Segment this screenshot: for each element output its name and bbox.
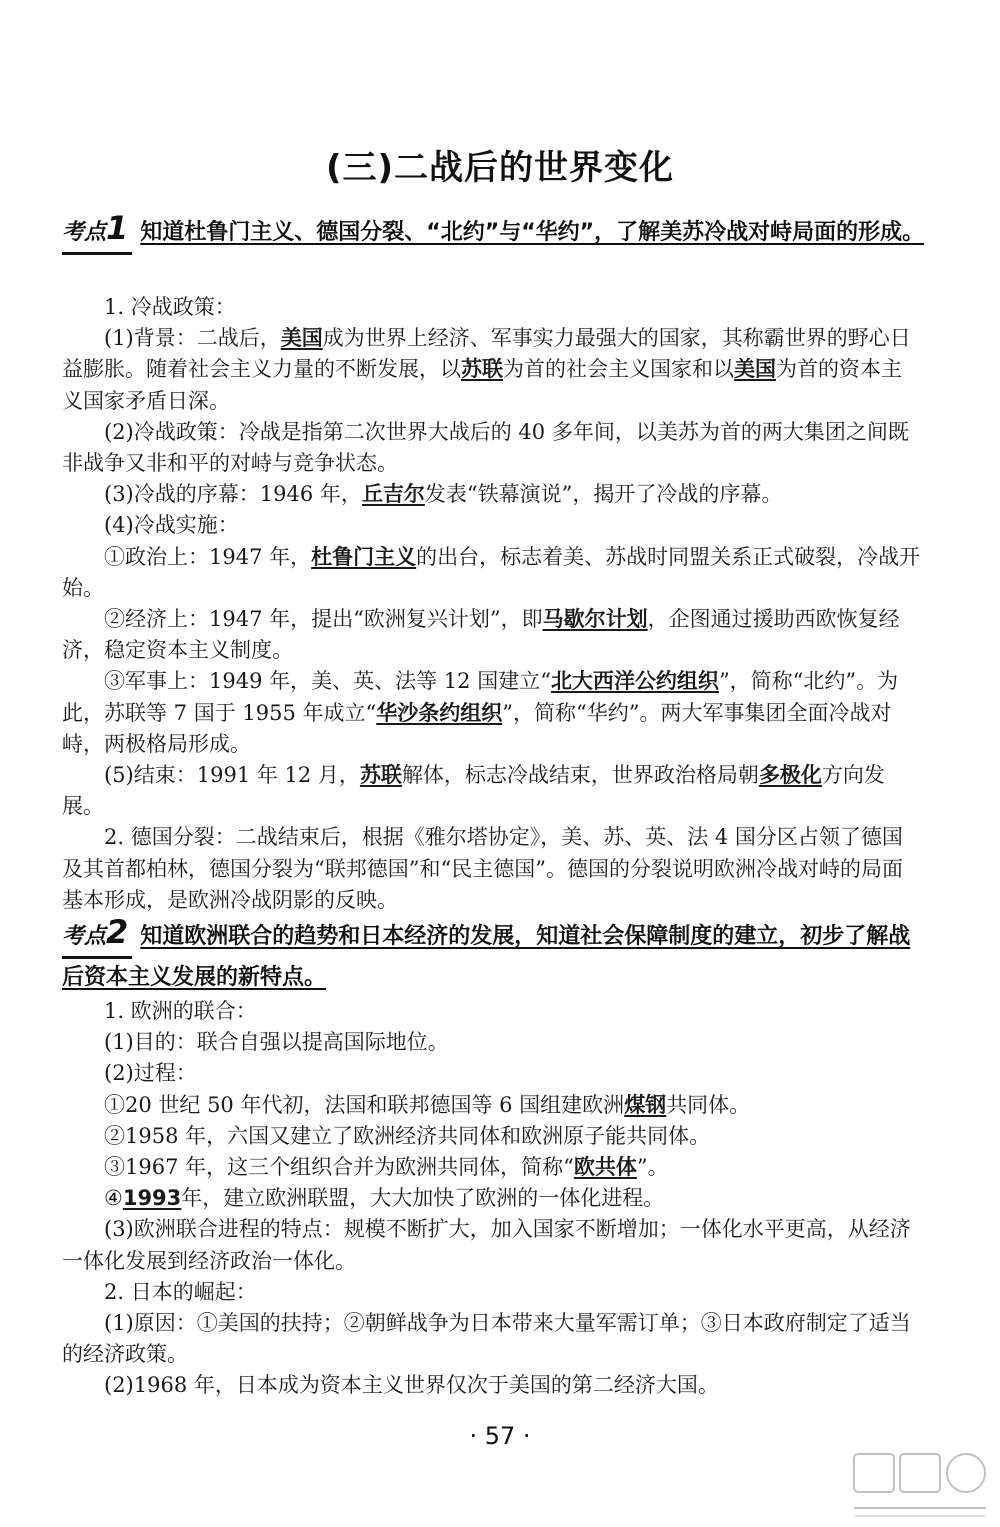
paragraph	[62, 666, 922, 760]
answer-text: 欧共体	[573, 1155, 637, 1180]
section-1-body	[62, 292, 922, 916]
paragraph	[62, 1183, 922, 1214]
paragraph	[62, 542, 922, 604]
text-span: (5)结束：1991 年 12 月，	[104, 763, 360, 788]
kaodian-1	[62, 209, 932, 255]
paragraph: (1)原因：①美国的扶持；②朝鲜战争为日本带来大量军需订单；③日本政府制定了适当的经济政策。	[62, 1311, 911, 1367]
answer-text: 煤钢	[624, 1092, 667, 1117]
text-span: ③1967 年，这三个组织合并为欧洲共同体，简称“	[104, 1155, 574, 1180]
answer-text: 多极化	[758, 763, 822, 788]
text-span: (1)背景：二战后，	[104, 326, 281, 351]
text-span: 解体，标志冷战结束，世界政治格局朝	[401, 763, 759, 788]
text-span: ，企图通过援助西欧恢复经济，稳定资本主义制度。	[62, 607, 900, 663]
section-2-body	[62, 996, 922, 1402]
answer-text: 苏联	[461, 357, 503, 382]
kaodian-tag	[62, 913, 132, 959]
paragraph	[62, 760, 922, 822]
paragraph	[62, 1152, 922, 1183]
page-number: · 57 ·	[469, 1422, 531, 1450]
answer-text: 丘吉尔	[361, 482, 425, 507]
page-title: (三)二战后的世界变化	[325, 148, 675, 188]
text-span: ”，简称“北约”。为此，苏联等 7 国于 1955 年成立“	[62, 669, 899, 725]
text-span: ④	[104, 1186, 123, 1211]
watermark-icon	[850, 1450, 990, 1522]
text-span: ”，简称“华约”。两大军事集团全面冷战对峙，两极格局形成。	[62, 700, 892, 756]
text-span: 方向发展。	[62, 763, 885, 819]
text-span: ①20 世纪 50 年代初，法国和联邦德国等 6 国组建欧洲	[104, 1092, 625, 1117]
paragraph: (2)冷战政策：冷战是指第二次世界大战后的 40 多年间，以美苏为首的两大集团之间既非战争又非和平的对峙与竞争状态。	[62, 419, 909, 476]
paragraph: (3)欧洲联合进程的特点：规模不断扩大，加入国家不断增加；一体化水平更高，从经济一体化发展到经济政治一体化。	[62, 1217, 911, 1273]
answer-text: 北大西洋公约组织	[550, 669, 719, 694]
kaodian-text: 知道欧洲联合的趋势和日本经济的发展，知道社会保障制度的建立，初步了解战后资本主义发展的新特点。	[62, 924, 911, 990]
text-span: ①政治上：1947 年，	[104, 544, 312, 569]
answer-text: 苏联	[359, 763, 402, 788]
answer-text: 马歇尔计划	[542, 607, 648, 632]
paragraph: 2. 日本的崛起：	[104, 1279, 257, 1304]
text-span: 成为世界上经济、军事实力最强大的国家，其称霸世界的野心日益膨胀。随着社会主义力量的不断发展，以	[62, 326, 911, 382]
text-span: ”。	[636, 1155, 669, 1180]
paragraph: 1. 冷战政策：	[104, 295, 236, 319]
kaodian-number: 2	[106, 913, 129, 951]
paragraph: (4)冷战实施：	[104, 513, 239, 538]
kaodian-2	[62, 913, 932, 997]
answer-text: 杜鲁门主义	[311, 544, 417, 569]
text-span: 年，建立欧洲联盟，大大加快了欧洲的一体化进程。	[181, 1186, 665, 1211]
answer-text: 华沙条约组织	[376, 700, 503, 725]
paragraph	[62, 604, 922, 666]
text-span: (3)冷战的序幕：1946 年，	[104, 482, 362, 507]
kaodian-tag	[62, 209, 132, 255]
answer-text: 美国	[734, 357, 776, 382]
paragraph: 1. 欧洲的联合：	[104, 999, 257, 1023]
text-span: 共同体。	[666, 1092, 751, 1117]
paragraph	[62, 323, 922, 417]
paragraph: 2. 德国分裂：二战结束后，根据《雅尔塔协定》，美、苏、英、法 4 国分区占领了德国及其首都柏林，德国分裂为“联邦德国”和“民主德国”。德国的分裂说明欧洲冷战对峙的局面基本形成，是欧洲冷战阴影的反映。	[62, 825, 903, 912]
kaodian-tag-label: 考点	[62, 924, 107, 949]
answer-text: 1993	[122, 1186, 182, 1211]
watermark-logo	[850, 1450, 990, 1522]
text-span: 为首的社会主义国家和以	[503, 357, 734, 382]
text-span: 的出台，标志着美、苏战时同盟关系正式破裂，冷战开始。	[62, 544, 921, 600]
paragraph	[62, 479, 922, 510]
text-span: 为首的资本主义国家矛盾日深。	[62, 357, 902, 413]
text-span: ③军事上：1949 年，美、英、法等 12 国建立“	[104, 669, 551, 694]
paragraph: (2)1968 年，日本成为资本主义世界仅次于美国的第二经济大国。	[104, 1373, 719, 1398]
kaodian-text: 知道杜鲁门主义、德国分裂、“北约”与“华约”，了解美苏冷战对峙局面的形成。	[140, 220, 925, 245]
kaodian-number: 1	[106, 209, 129, 247]
text-span: 发表“铁幕演说”，揭开了冷战的序幕。	[424, 482, 783, 507]
kaodian-tag-label: 考点	[62, 220, 107, 245]
paragraph: (1)目的：联合自强以提高国际地位。	[104, 1030, 449, 1055]
paragraph	[62, 1090, 922, 1121]
answer-text: 美国	[280, 326, 323, 351]
text-span: ②经济上：1947 年，提出“欧洲复兴计划”，即	[104, 607, 543, 632]
paragraph: ②1958 年，六国又建立了欧洲经济共同体和欧洲原子能共同体。	[104, 1123, 711, 1148]
paragraph: (2)过程：	[104, 1061, 197, 1086]
